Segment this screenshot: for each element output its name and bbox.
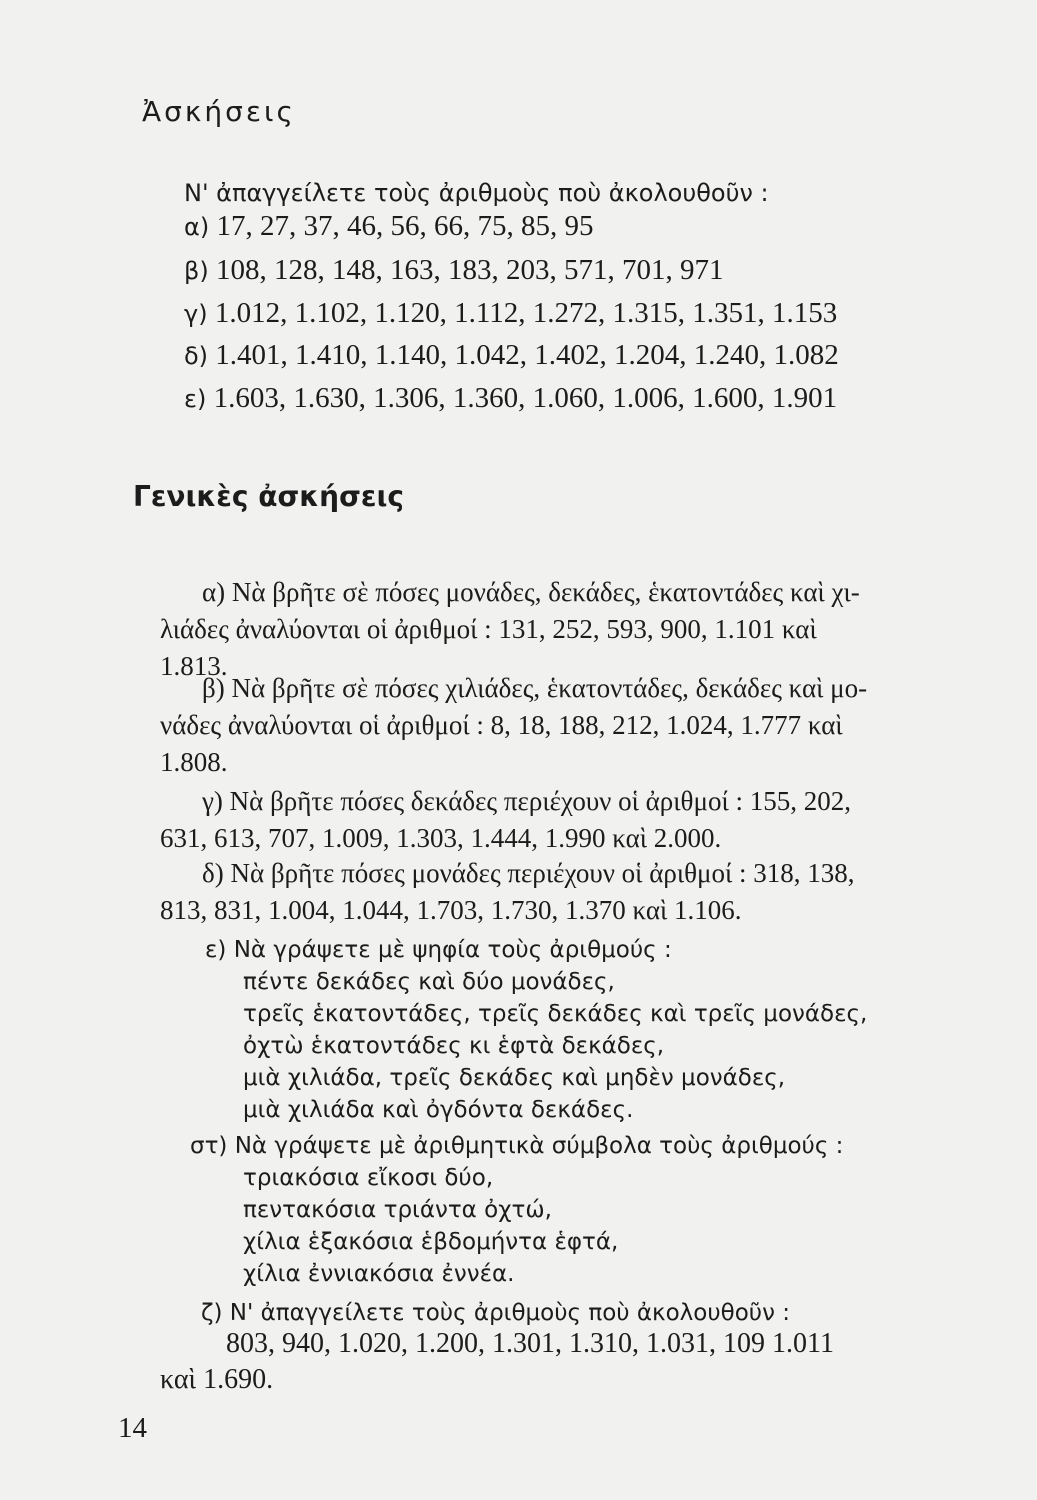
exercise-item-e: ε) 1.603, 1.630, 1.306, 1.360, 1.060, 1.006, 1.600, 1.901	[184, 382, 838, 414]
section-title-general-exercises: Γενικὲς ἀσκήσεις	[133, 480, 405, 513]
general-exercise-z-head: ζ) Ν' ἀπαγγείλετε τοὺς ἀριθμοὺς ποὺ ἀκολουθοῦν :	[201, 1300, 791, 1326]
general-exercise-st-line3: χίλια ἑξακόσια ἑβδομήντα ἑφτά,	[243, 1229, 619, 1255]
general-exercise-b: β) Νὰ βρῆτε σὲ πόσες χιλιάδες, ἑκατοντάδες, δεκάδες καὶ μο- νάδες ἀναλύονται οἱ ἀριθμοί : 8, 18, 188, 212, 1.024, 1.777 καὶ 1.808.	[160, 673, 868, 777]
general-exercise-e-line5: μιὰ χιλιάδα καὶ ὀγδόντα δεκάδες.	[243, 1097, 634, 1123]
general-exercise-e-line4: μιὰ χιλιάδα, τρεῖς δεκάδες καὶ μηδὲν μονάδες,	[243, 1065, 786, 1091]
exercise-item-d: δ) 1.401, 1.410, 1.140, 1.042, 1.402, 1.204, 1.240, 1.082	[184, 339, 839, 371]
general-exercise-z-numbers: 803, 940, 1.020, 1.200, 1.301, 1.310, 1.031, 109 1.011	[226, 1328, 834, 1359]
general-exercise-st-head: στ) Νὰ γράψετε μὲ ἀριθμητικὰ σύμβολα τοὺς ἀριθμούς :	[190, 1133, 844, 1159]
general-exercise-e-line3: ὀχτὼ ἑκατοντάδες κι ἑφτὰ δεκάδες,	[243, 1033, 665, 1059]
general-exercise-a: α) Νὰ βρῆτε σὲ πόσες μονάδες, δεκάδες, ἑκατοντάδες καὶ χι- λιάδες ἀναλύονται οἱ ἀριθμοί : 131, 252, 593, 900, 1.101 καὶ 1.813.	[160, 577, 860, 681]
exercise-intro: Ν' ἀπαγγείλετε τοὺς ἀριθμοὺς ποὺ ἀκολουθοῦν :	[184, 179, 769, 207]
section-title-exercises: Ἀσκήσεις	[142, 95, 296, 128]
page-number: 14	[118, 1412, 147, 1444]
general-exercise-st-line4: χίλια ἐννιακόσια ἐννέα.	[243, 1261, 515, 1287]
general-exercise-st-line1: τριακόσια εἴκοσι δύο,	[243, 1165, 494, 1191]
exercise-item-c: γ) 1.012, 1.102, 1.120, 1.112, 1.272, 1.315, 1.351, 1.153	[184, 297, 838, 329]
general-exercise-st-line2: πεντακόσια τριάντα ὀχτώ,	[243, 1197, 552, 1223]
general-exercise-c: γ) Νὰ βρῆτε πόσες δεκάδες περιέχουν οἱ ἀριθμοί : 155, 202, 631, 613, 707, 1.009, 1.303, 1.444, 1.990 καὶ 2.000.	[160, 786, 851, 853]
general-exercise-e-line1: πέντε δεκάδες καὶ δύο μονάδες,	[243, 969, 615, 995]
general-exercise-e-head: ε) Νὰ γράψετε μὲ ψηφία τοὺς ἀριθμούς :	[205, 937, 672, 963]
general-exercise-z-end: καὶ 1.690.	[160, 1364, 274, 1395]
general-exercise-d: δ) Νὰ βρῆτε πόσες μονάδες περιέχουν οἱ ἀριθμοί : 318, 138, 813, 831, 1.004, 1.044, 1.703, 1.730, 1.370 καὶ 1.106.	[160, 858, 855, 925]
exercise-item-b: β) 108, 128, 148, 163, 183, 203, 571, 701, 971	[184, 254, 724, 286]
general-exercise-e-line2: τρεῖς ἑκατοντάδες, τρεῖς δεκάδες καὶ τρεῖς μονάδες,	[243, 1001, 868, 1027]
exercise-item-a: α) 17, 27, 37, 46, 56, 66, 75, 85, 95	[184, 210, 594, 242]
